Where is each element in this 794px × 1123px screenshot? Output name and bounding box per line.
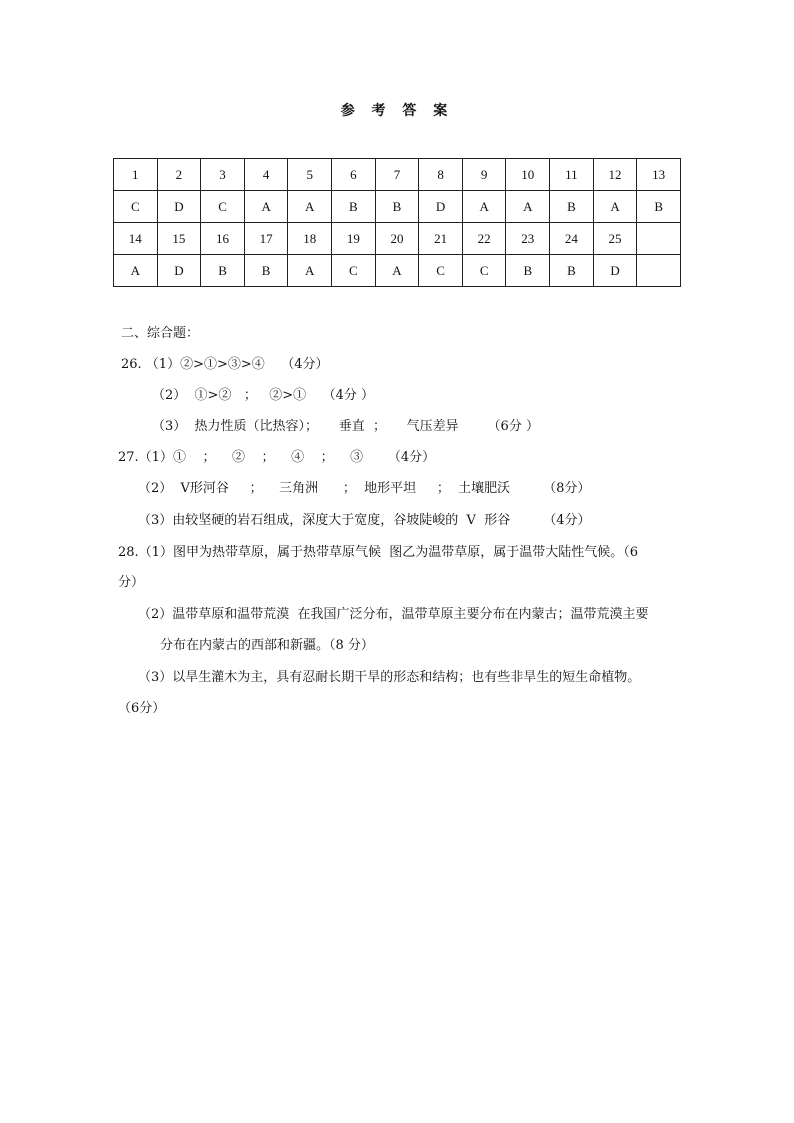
table-cell: A — [288, 191, 332, 223]
table-cell: A — [244, 191, 288, 223]
table-cell: B — [332, 191, 376, 223]
table-cell: C — [419, 255, 463, 287]
table-cell: A — [593, 191, 637, 223]
table-cell: B — [550, 191, 594, 223]
table-cell: A — [462, 191, 506, 223]
table-row — [114, 191, 681, 223]
answer-line-26-1: 26. （1）②>①>③>④ （4分） — [121, 357, 329, 372]
table-cell: 15 — [157, 223, 201, 255]
table-row — [114, 223, 681, 255]
table-cell: 19 — [332, 223, 376, 255]
table-cell — [637, 255, 681, 287]
answer-line-26-3: （3） 热力性质（比热容）； 垂直 ； 气压差异 （6分 ） — [152, 419, 539, 434]
answer-line-28-2-cont: 分布在内蒙古的西部和新疆。（8 分） — [160, 638, 374, 653]
table-cell: C — [462, 255, 506, 287]
table-cell: 23 — [506, 223, 550, 255]
table-cell: B — [637, 191, 681, 223]
table-cell: D — [157, 191, 201, 223]
table-cell: 16 — [201, 223, 245, 255]
table-cell: 25 — [593, 223, 637, 255]
table-cell: A — [506, 191, 550, 223]
table-cell: 1 — [114, 159, 158, 191]
table-cell: 7 — [375, 159, 419, 191]
answer-line-27-2: （2） V形河谷 ； 三角洲 ； 地形平坦 ； 土壤肥沃 （8分） — [138, 481, 591, 496]
table-row — [114, 159, 681, 191]
section-heading: 二、综合题： — [121, 326, 200, 341]
table-cell: 22 — [462, 223, 506, 255]
answer-line-28-3: （3）以旱生灌木为主，具有忍耐长期干旱的形态和结构；也有些非旱生的短生命植物。 — [138, 670, 641, 685]
answer-line-28-1: 28.（1）图甲为热带草原，属于热带草原气候 图乙为温带草原，属于温带大陆性气候。（6 — [118, 545, 638, 560]
table-cell — [637, 223, 681, 255]
table-cell: 20 — [375, 223, 419, 255]
table-cell: 14 — [114, 223, 158, 255]
table-cell: 21 — [419, 223, 463, 255]
table-cell: 5 — [288, 159, 332, 191]
answer-line-27-3: （3）由较坚硬的岩石组成，深度大于宽度，谷坡陡峻的 V 形谷 （4分） — [138, 513, 591, 528]
table-cell: 4 — [244, 159, 288, 191]
table-cell: 6 — [332, 159, 376, 191]
answer-line-27-1: 27.（1）① ； ② ； ④ ； ③ （4分） — [118, 450, 436, 465]
table-cell: B — [550, 255, 594, 287]
table-cell: 10 — [506, 159, 550, 191]
answer-line-28-2: （2）温带草原和温带荒漠 在我国广泛分布，温带草原主要分布在内蒙古；温带荒漠主要 — [138, 607, 649, 622]
table-cell: D — [593, 255, 637, 287]
table-row — [114, 255, 681, 287]
table-cell: 3 — [201, 159, 245, 191]
table-cell: 18 — [288, 223, 332, 255]
answer-line-28-3-cont: （6分） — [118, 701, 166, 716]
table-cell: 13 — [637, 159, 681, 191]
table-cell: B — [506, 255, 550, 287]
table-cell: 12 — [593, 159, 637, 191]
table-cell: D — [419, 191, 463, 223]
table-cell: C — [201, 191, 245, 223]
table-cell: 8 — [419, 159, 463, 191]
table-cell: C — [114, 191, 158, 223]
table-cell: 11 — [550, 159, 594, 191]
table-cell: B — [244, 255, 288, 287]
table-cell: A — [288, 255, 332, 287]
table-cell: 24 — [550, 223, 594, 255]
table-cell: 17 — [244, 223, 288, 255]
answer-line-28-1-cont: 分） — [118, 575, 145, 590]
table-cell: B — [375, 191, 419, 223]
table-cell: A — [375, 255, 419, 287]
table-cell: C — [332, 255, 376, 287]
page-title: 参 考 答 案 — [340, 103, 454, 119]
table-cell: B — [201, 255, 245, 287]
answer-line-26-2: （2） ①>② ； ②>① （4分 ） — [152, 388, 375, 403]
table-cell: 2 — [157, 159, 201, 191]
table-cell: D — [157, 255, 201, 287]
table-cell: 9 — [462, 159, 506, 191]
answer-table — [113, 158, 681, 287]
table-cell: A — [114, 255, 158, 287]
